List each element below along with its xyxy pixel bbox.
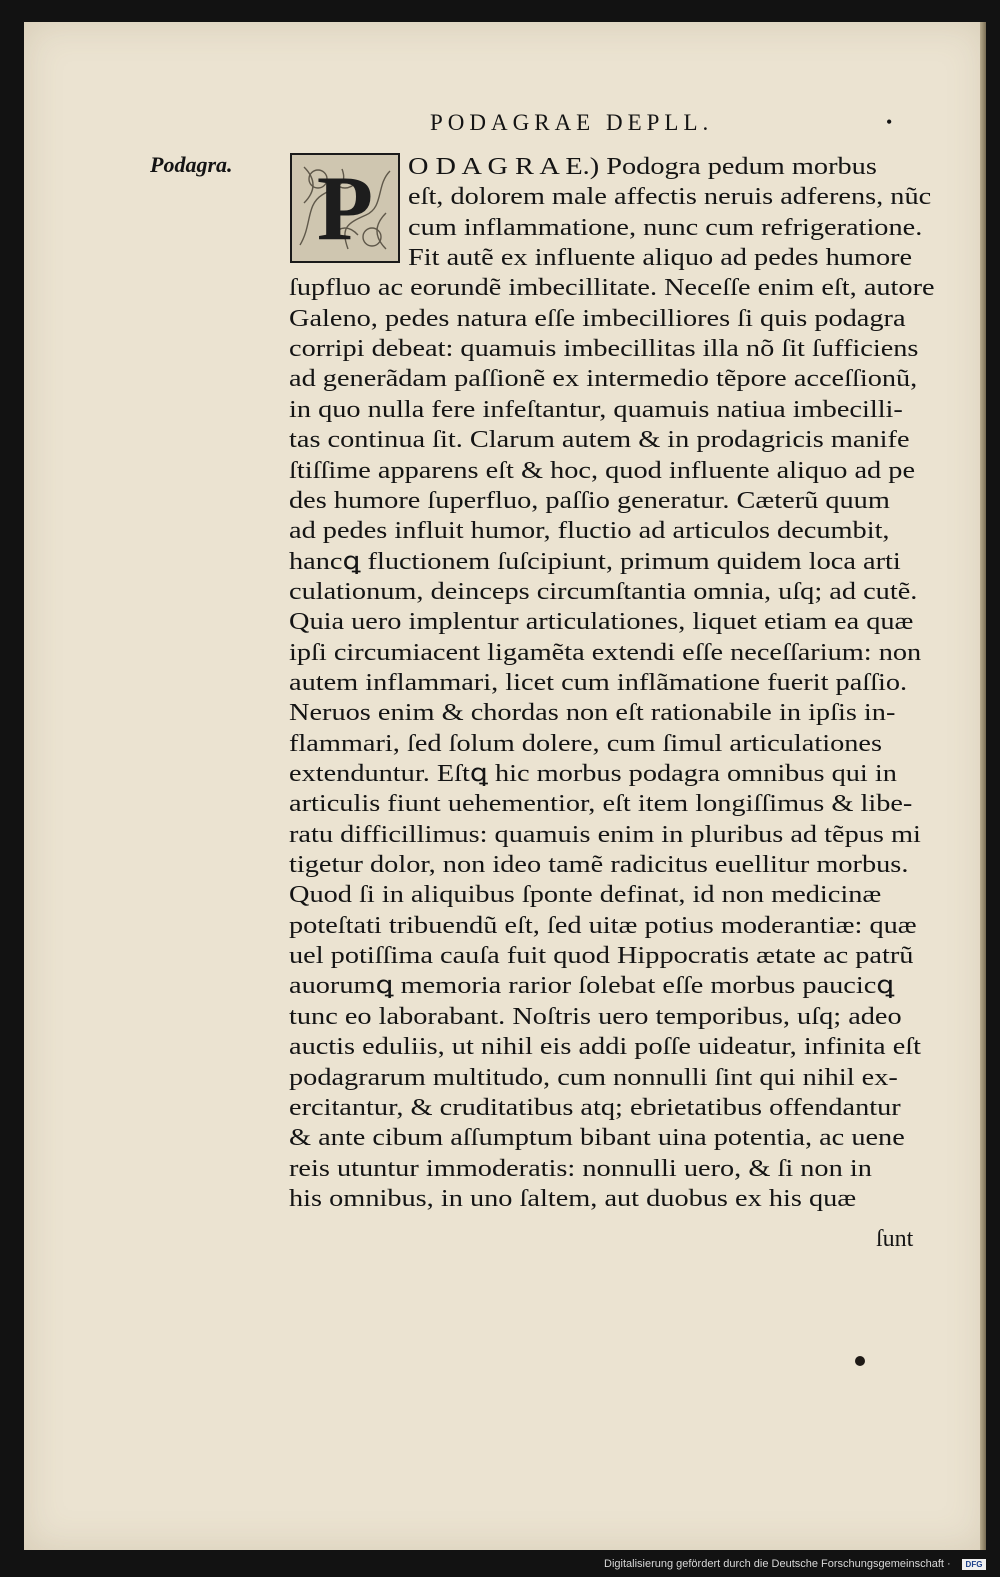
text-line: autem inflammari, licet cum inflãmatione fuerit paſſio. — [289, 669, 908, 696]
text-line: corripi debeat: quamuis imbecillitas illa nõ ſit ſufficiens — [289, 336, 919, 363]
text-line: O D A G R A E.) Podogra pedum morbus — [408, 154, 877, 180]
ink-dot — [855, 1356, 865, 1366]
text-line: Neruos enim & chordas non eſt rationabile in ipſis in- — [289, 700, 896, 727]
text-line: his omnibus, in uno ſaltem, aut duobus ex his quæ — [289, 1185, 857, 1212]
text-line: auctis eduliis, ut nihil eis addi poſſe uideatur, infinita eſt — [289, 1034, 922, 1061]
text-line: tigetur dolor, non ideo tamẽ radicitus euellitur morbus. — [289, 852, 909, 879]
page-mark: • — [886, 112, 893, 132]
text-line: ipſi circumiacent ligamẽta extendi eſſe neceſſarium: non — [289, 639, 922, 666]
text-line: podagrarum multitudo, cum nonnulli ſint qui nihil ex- — [289, 1064, 898, 1091]
marginal-note: Podagra. — [150, 152, 233, 177]
page-edge — [980, 22, 986, 1550]
text-line: Quod ſi in aliquibus ſponte definat, id non medicinæ — [289, 882, 882, 909]
text-line: ad pedes influit humor, fluctio ad articulos decumbit, — [289, 518, 890, 545]
text-line: tunc eo laborabant. Noſtris uero temporibus, uſq; adeo — [289, 1003, 902, 1030]
dfg-logo: DFG — [962, 1559, 986, 1570]
text-line: articulis fiunt uehementior, eſt item longiſſimus & libe- — [289, 791, 913, 818]
text-line: Fit autẽ ex influente aliquo ad pedes humore — [408, 245, 913, 272]
text-line: reis utuntur immoderatis: nonnulli uero, & ſi non in — [289, 1155, 872, 1182]
text-line: extenduntur. Eſtꝗ hic morbus podagra omnibus qui in — [289, 761, 897, 787]
text-line: cum inflammatione, nunc cum refrigeratione. — [408, 214, 923, 241]
text-line: & ante cibum aſſumptum bibant uina potentia, ac uene — [289, 1125, 905, 1152]
decorated-initial — [290, 153, 400, 263]
initial-letter: P — [316, 157, 374, 259]
text-line: Quia uero implentur articulationes, liquet etiam ea quæ — [289, 609, 914, 636]
text-line: culationum, deinceps circumſtantia omnia, uſq; ad cutẽ. — [289, 578, 918, 605]
text-line: ercitantur, & cruditatibus atq; ebrietatibus offendantur — [289, 1094, 901, 1121]
digitization-credit: Digitalisierung gefördert durch die Deutsche Forschungsgemeinschaft · — [604, 1558, 951, 1570]
text-line: eſt, dolorem male affectis neruis adferens, nũc — [408, 184, 932, 211]
text-line: ratu difficillimus: quamuis enim in pluribus ad tẽpus mi — [289, 821, 921, 848]
text-line: ad generãdam paſſionẽ ex intermedio tẽpore acceſſionũ, — [289, 366, 918, 393]
text-line: ſupfluo ac eorundẽ imbecillitate. Neceſſe enim eſt, autore — [289, 275, 935, 302]
text-line: des humore ſuperfluo, paſſio generatur. Cæterũ quum — [289, 487, 890, 514]
running-head: PODAGRAE DEPLL. — [430, 110, 714, 135]
text-line: hancꝗ fluctionem ſuſcipiunt, primum quidem loca arti — [289, 548, 901, 575]
text-line: uel potiſſima cauſa fuit quod Hippocratis ætate ac patrũ — [289, 943, 914, 970]
text-line: Galeno, pedes natura eſſe imbecilliores ſi quis podagra — [289, 305, 906, 332]
text-line: poteſtati tribuendũ eſt, ſed uitæ potius moderantiæ: quæ — [289, 912, 917, 939]
text-line: ſtiſſime apparens eſt & hoc, quod influente aliquo ad pe — [289, 457, 916, 484]
text-line: auorumꝗ memoria rarior ſolebat eſſe morbus paucicꝗ — [289, 973, 895, 1000]
text-line: tas continua ſit. Clarum autem & in prodagricis manife — [289, 427, 910, 454]
text-line: flammari, ſed ſolum dolere, cum ſimul articulationes — [289, 730, 882, 757]
text-line: in quo nulla fere infeſtantur, quamuis natiua imbecilli- — [289, 396, 903, 423]
catchword: ſunt — [876, 1226, 914, 1252]
